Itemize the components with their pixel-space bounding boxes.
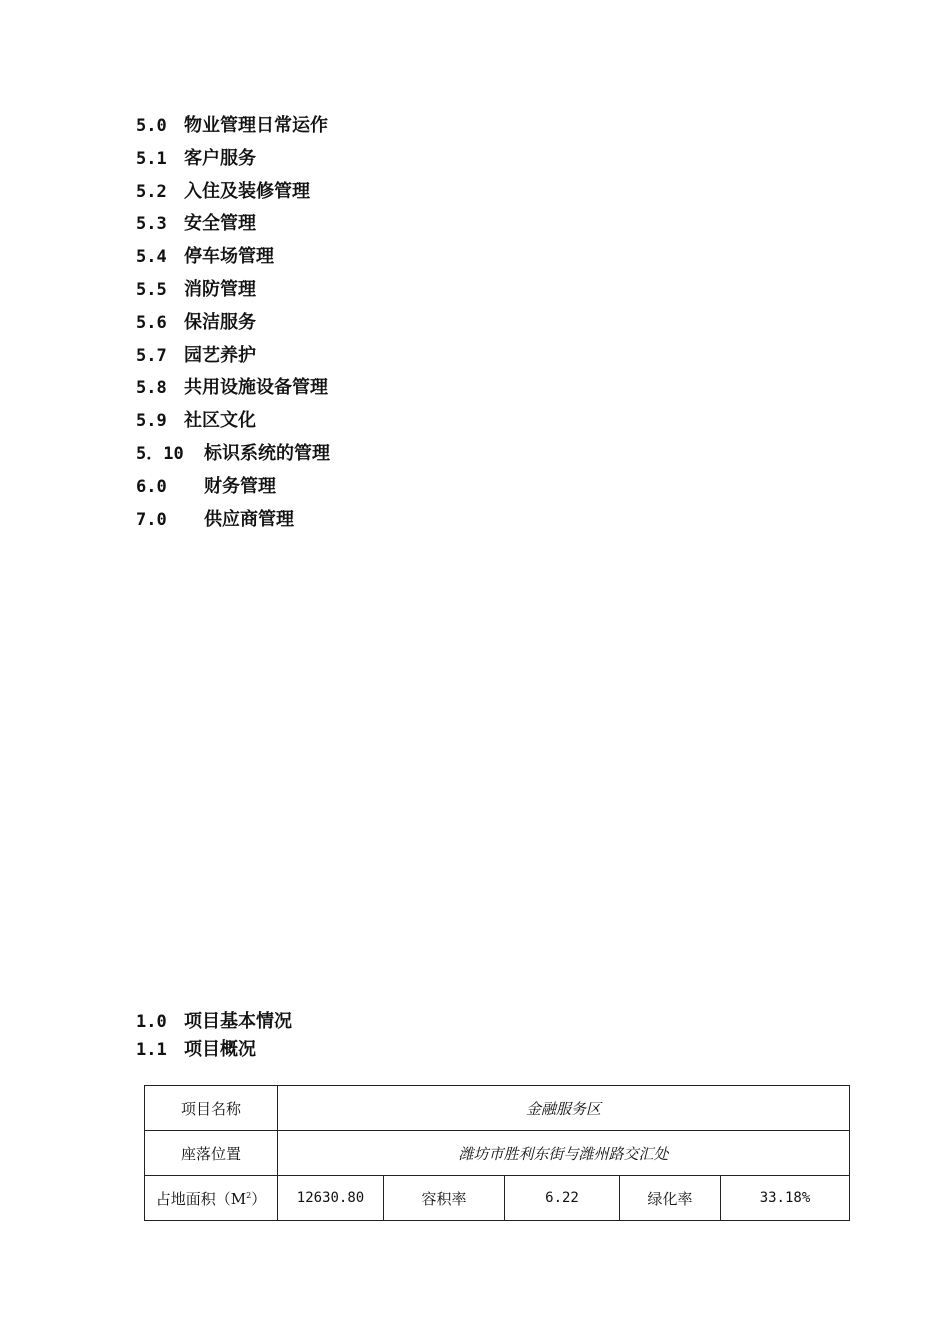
- toc-item: [136, 307, 330, 340]
- toc-number: 5.3: [136, 214, 167, 235]
- toc-item: [136, 372, 330, 405]
- far-value: 6.22: [505, 1176, 620, 1221]
- toc-item: [136, 208, 330, 241]
- toc-item: [136, 504, 330, 537]
- toc-title: 财务管理: [204, 475, 276, 497]
- green-label: 绿化率: [620, 1176, 721, 1221]
- toc-number: 5.1: [136, 148, 167, 169]
- area-label-suffix: ）: [251, 1189, 267, 1208]
- location-label: 座落位置: [145, 1131, 278, 1176]
- toc-number: 5.9: [136, 411, 167, 432]
- table-row: [145, 1176, 850, 1221]
- area-label-prefix: 占地面积（M: [155, 1189, 247, 1208]
- toc-title: 安全管理: [184, 213, 256, 235]
- toc-number: 6.0: [136, 476, 167, 497]
- toc-item: [136, 241, 330, 274]
- toc-number: 5.0: [136, 116, 167, 136]
- project-overview-table: [144, 1085, 850, 1221]
- toc-title: 供应商管理: [204, 508, 294, 530]
- toc-number: 5.8: [136, 378, 167, 399]
- table-row: [145, 1131, 850, 1176]
- toc-number: 5.7: [136, 345, 167, 366]
- toc-title: 共用设施设备管理: [184, 377, 328, 399]
- project-name-value: 金融服务区: [278, 1086, 850, 1131]
- section-title: 项目基本情况: [184, 1011, 292, 1032]
- toc-item: [136, 274, 330, 307]
- toc-item: [136, 405, 330, 438]
- toc-title: 社区文化: [184, 410, 256, 432]
- section-number: 1.1: [136, 1040, 167, 1060]
- area-label: [145, 1176, 278, 1221]
- toc-title: 园艺养护: [184, 344, 256, 366]
- section-heading: [136, 1008, 292, 1036]
- toc-number: 5．10: [136, 443, 184, 464]
- toc-title: 保洁服务: [184, 311, 256, 333]
- toc-title: 物业管理日常运作: [184, 115, 328, 136]
- table-row: [145, 1086, 850, 1131]
- toc-number: 5.6: [136, 312, 167, 333]
- table-of-contents: [136, 110, 330, 536]
- section-number: 1.0: [136, 1012, 167, 1032]
- far-label: 容积率: [384, 1176, 505, 1221]
- project-name-label: 项目名称: [145, 1086, 278, 1131]
- green-value: 33.18%: [721, 1176, 850, 1221]
- toc-number: 5.4: [136, 247, 167, 268]
- toc-item: [136, 176, 330, 209]
- toc-title: 停车场管理: [184, 246, 274, 268]
- toc-item: [136, 110, 330, 143]
- section-title: 项目概况: [184, 1039, 256, 1060]
- toc-item: [136, 438, 330, 471]
- toc-item: [136, 471, 330, 504]
- section-headings: [136, 1008, 292, 1064]
- toc-item: [136, 340, 330, 373]
- section-heading: [136, 1036, 292, 1064]
- toc-title: 消防管理: [184, 278, 256, 300]
- toc-title: 入住及装修管理: [184, 180, 310, 202]
- area-label-superscript: 2: [246, 1190, 252, 1200]
- toc-number: 5.2: [136, 181, 167, 202]
- location-value: 潍坊市胜利东街与潍州路交汇处: [278, 1131, 850, 1176]
- area-value: 12630.80: [278, 1176, 384, 1221]
- toc-item: [136, 143, 330, 176]
- toc-number: 5.5: [136, 279, 167, 300]
- toc-title: 客户服务: [184, 147, 256, 169]
- toc-number: 7.0: [136, 509, 167, 530]
- toc-title: 标识系统的管理: [204, 442, 330, 464]
